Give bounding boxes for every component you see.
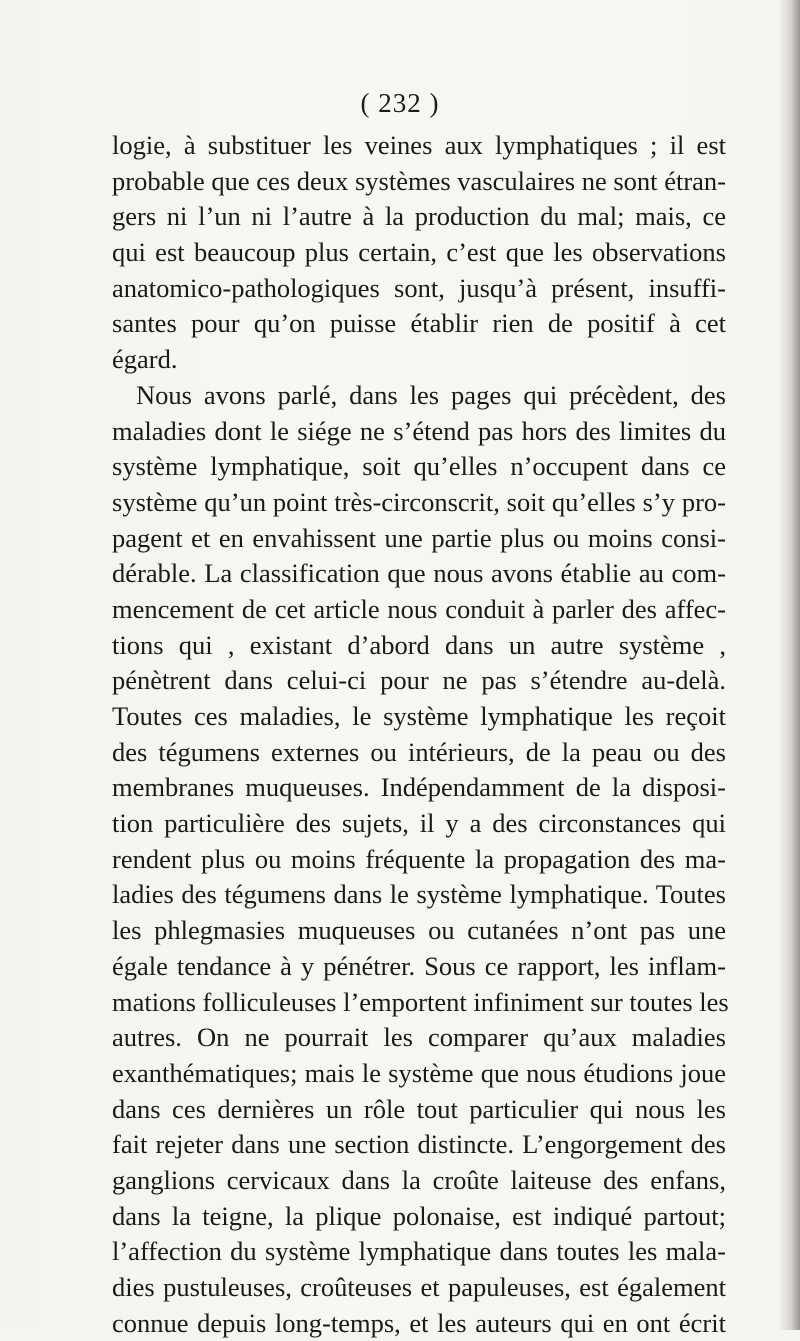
text-line: ganglions cervicaux dans la croûte laiteuse des enfans,	[112, 1164, 726, 1195]
text-line: Toutes ces maladies, le système lymphatique les reçoit	[112, 701, 726, 731]
page-edge-shadow	[778, 0, 800, 1330]
text-line: anatomico-pathologiques sont, jusqu’à présent, insuffi-	[112, 272, 726, 303]
text-line: logie, à substituer les veines aux lymphatiques ; il est	[112, 130, 726, 160]
text-line: Nous avons parlé, dans les pages qui précèdent, des	[136, 379, 726, 410]
text-line: gers ni l’un ni l’autre à la production du mal; mais, ce	[112, 201, 726, 232]
text-line: mencement de cet article nous conduit à parler des affec-	[112, 593, 726, 624]
text-line: pagent et en envahissent une partie plus ou moins consi-	[112, 522, 726, 553]
text-line: autres. On ne pourrait les comparer qu’aux maladies	[112, 1022, 726, 1053]
text-line: des tégumens externes ou intérieurs, de la peau ou des	[112, 736, 726, 767]
body-text	[112, 128, 729, 1341]
text-line: mations folliculeuses l’emportent infiniment sur toutes les	[112, 986, 729, 1017]
text-line: tions qui , existant d’abord dans un autre système ,	[112, 629, 726, 660]
page-number-header: ( 232 )	[360, 88, 440, 118]
text-line: système lymphatique, soit qu’elles n’occupent dans ce	[112, 451, 726, 482]
text-line: exanthématiques; mais le système que nous étudions joue	[112, 1057, 726, 1088]
text-line: système qu’un point très-circonscrit, soit qu’elles s’y pro-	[112, 486, 726, 517]
text-line: santes pour qu’on puisse établir rien de positif à cet	[112, 308, 726, 339]
text-line: égard.	[112, 344, 178, 375]
text-line: pénètrent dans celui-ci pour ne pas s’étendre au-delà.	[112, 665, 726, 696]
text-line: l’affection du système lymphatique dans toutes les mala-	[112, 1236, 726, 1267]
text-line: tion particulière des sujets, il y a des circonstances qui	[112, 808, 726, 839]
text-line: dies pustuleuses, croûteuses et papuleuses, est également	[112, 1272, 726, 1302]
text-line: fait rejeter dans une section distincte. L’engorgement des	[112, 1129, 726, 1160]
text-line: rendent plus ou moins fréquente la propagation des ma-	[112, 843, 726, 874]
text-line: probable que ces deux systèmes vasculaires ne sont étran-	[112, 165, 726, 196]
text-line: connue depuis long-temps, et les auteurs qui en ont écrit	[112, 1307, 726, 1338]
text-line: ladies des tégumens dans le système lymphatique. Toutes	[112, 879, 726, 910]
text-line: maladies dont le siége ne s’étend pas hors des limites du	[112, 415, 726, 446]
text-line: égale tendance à y pénétrer. Sous ce rapport, les inflam-	[112, 950, 726, 981]
text-line: membranes muqueuses. Indépendamment de la disposi-	[112, 772, 726, 803]
text-line: qui est beaucoup plus certain, c’est que les observations	[112, 237, 726, 268]
text-line: dérable. La classification que nous avons établie au com-	[112, 558, 726, 589]
text-line: les phlegmasies muqueuses ou cutanées n’ont pas une	[112, 915, 726, 946]
text-line: dans ces dernières un rôle tout particulier qui nous les	[112, 1093, 726, 1124]
text-line: dans la teigne, la plique polonaise, est indiqué partout;	[112, 1200, 726, 1231]
